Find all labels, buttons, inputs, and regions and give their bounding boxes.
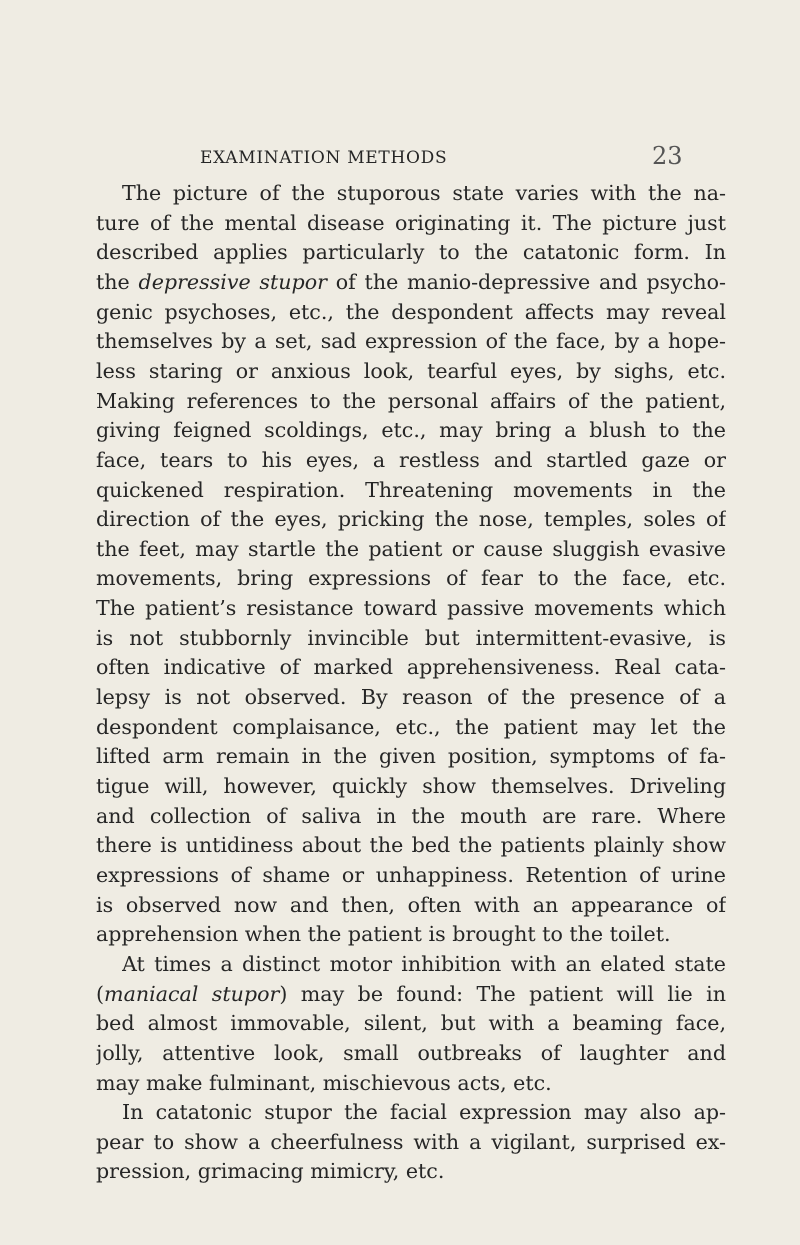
text-run: In catatonic stupor the facial expression may also ap- bbox=[122, 1100, 726, 1125]
text-run: lifted arm remain in the given position, symptoms of fa- bbox=[96, 744, 726, 769]
text-line bbox=[96, 979, 726, 1009]
text-line bbox=[122, 949, 726, 979]
running-title: EXAMINATION METHODS bbox=[200, 148, 448, 168]
text-run: ) may be found: The patient will lie in bbox=[279, 981, 726, 1006]
text-run: tigue will, however, quickly show themselves. Driveling bbox=[96, 774, 726, 798]
text-line bbox=[96, 504, 726, 534]
text-line bbox=[96, 475, 726, 505]
text-run: and collection of saliva in the mouth are rare. Where bbox=[96, 803, 726, 828]
text-line bbox=[122, 1097, 726, 1127]
text-run: bed almost immovable, silent, but with a beaming face, bbox=[96, 1011, 726, 1036]
text-run: genic psychoses, etc., the despondent affects may reveal bbox=[96, 299, 726, 324]
text-line bbox=[96, 1038, 726, 1068]
text-line bbox=[96, 267, 726, 297]
text-run: is observed now and then, often with an appearance of bbox=[96, 892, 726, 917]
italic-term: depressive stupor bbox=[138, 269, 327, 294]
text-run: Making references to the personal affairs of the patient, bbox=[96, 388, 726, 413]
text-line bbox=[96, 326, 726, 356]
text-line bbox=[96, 208, 726, 238]
text-line bbox=[96, 682, 726, 712]
text-line bbox=[96, 593, 726, 623]
text-line bbox=[96, 623, 726, 653]
text-run: themselves by a set, sad expression of the face, by a hope- bbox=[96, 329, 726, 354]
text-line bbox=[96, 1156, 726, 1186]
text-run: the feet, may startle the patient or cause sluggish evasive bbox=[96, 536, 726, 561]
text-run: of the manio-depressive and psycho- bbox=[326, 269, 726, 294]
text-run: At times a distinct motor inhibition with an elated state bbox=[122, 951, 726, 976]
text-run: described applies particularly to the catatonic form. In bbox=[96, 240, 726, 265]
text-run: apprehension when the patient is brought to the toilet. bbox=[96, 922, 671, 947]
text-line bbox=[96, 445, 726, 475]
text-line bbox=[96, 652, 726, 682]
text-run: pression, grimacing mimicry, etc. bbox=[96, 1159, 445, 1184]
text-run: quickened respiration. Threatening movements in the bbox=[96, 477, 726, 502]
text-run: may make fulminant, mischievous acts, etc. bbox=[96, 1070, 552, 1095]
text-run: often indicative of marked apprehensiveness. Real cata- bbox=[96, 655, 726, 680]
text-line bbox=[96, 563, 726, 593]
text-line bbox=[96, 830, 726, 860]
text-line bbox=[96, 386, 726, 416]
text-run: face, tears to his eyes, a restless and startled gaze or bbox=[96, 447, 726, 472]
text-line bbox=[96, 890, 726, 920]
text-run: jolly, attentive look, small outbreaks of laughter and bbox=[96, 1040, 726, 1065]
text-line bbox=[96, 801, 726, 831]
text-run: giving feigned scoldings, etc., may bring a blush to the bbox=[96, 418, 726, 443]
text-run: is not stubbornly invincible but intermittent-evasive, is bbox=[96, 625, 726, 650]
text-run: ( bbox=[96, 981, 105, 1006]
text-run: expressions of shame or unhappiness. Retention of urine bbox=[96, 862, 726, 887]
text-line bbox=[96, 860, 726, 890]
text-run: despondent complaisance, etc., the patient may let the bbox=[96, 714, 726, 739]
text-line bbox=[96, 1008, 726, 1038]
text-line bbox=[96, 741, 726, 771]
text-run: there is untidiness about the bed the patients plainly show bbox=[96, 833, 726, 858]
page-number: 23 bbox=[652, 142, 683, 170]
text-line bbox=[96, 415, 726, 445]
text-run: movements, bring expressions of fear to the face, etc. bbox=[96, 566, 726, 591]
text-line bbox=[96, 919, 726, 949]
text-line bbox=[96, 534, 726, 564]
italic-term: maniacal stupor bbox=[104, 981, 280, 1006]
text-line bbox=[96, 297, 726, 327]
text-run: pear to show a cheerfulness with a vigilant, surprised ex- bbox=[96, 1129, 726, 1154]
text-line bbox=[122, 178, 726, 208]
text-run: The patient’s resistance toward passive movements which bbox=[96, 596, 726, 621]
text-run: the bbox=[96, 269, 139, 294]
text-run: lepsy is not observed. By reason of the presence of a bbox=[96, 685, 726, 710]
text-line bbox=[96, 712, 726, 742]
text-line bbox=[96, 356, 726, 386]
text-line bbox=[96, 771, 726, 801]
text-line bbox=[96, 1127, 726, 1157]
text-line bbox=[96, 237, 726, 267]
text-run: less staring or anxious look, tearful eyes, by sighs, etc. bbox=[96, 358, 726, 383]
text-line bbox=[96, 1068, 726, 1098]
text-run: direction of the eyes, pricking the nose, temples, soles of bbox=[96, 507, 726, 532]
text-run: The picture of the stuporous state varies with the na- bbox=[122, 181, 726, 205]
text-run: ture of the mental disease originating it. The picture just bbox=[96, 210, 726, 235]
